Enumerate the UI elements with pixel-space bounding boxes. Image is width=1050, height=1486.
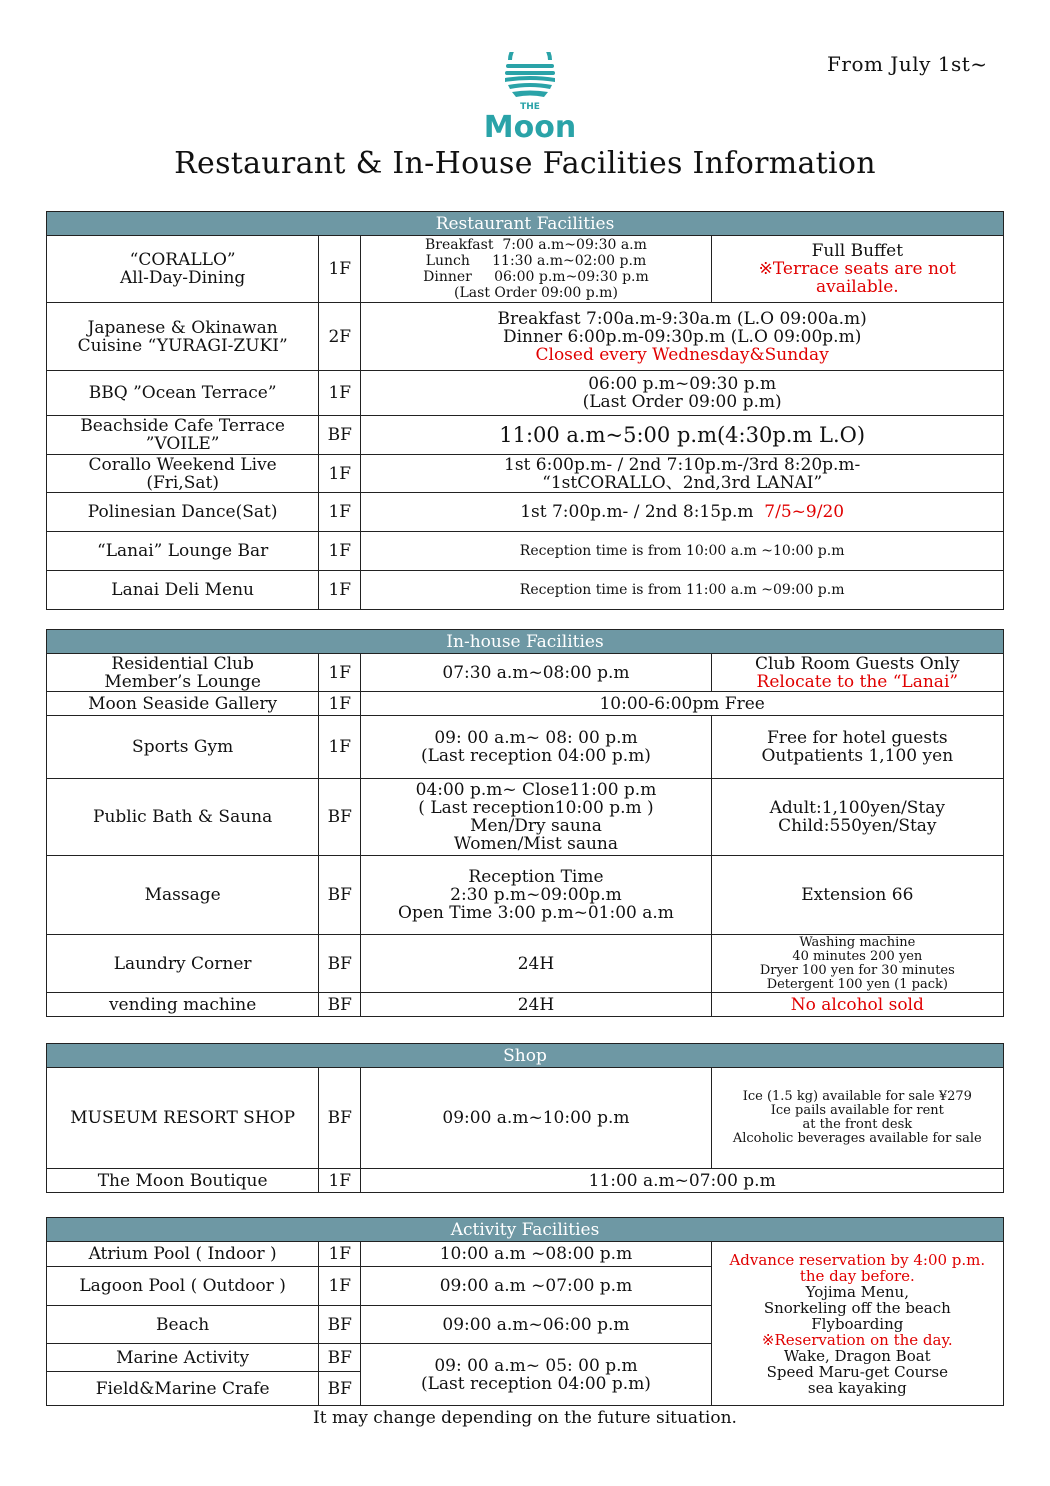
hours: 10:00 a.m ~08:00 p.m [361,1242,711,1267]
hours: Dinner 6:00p.m-09:30p.m (L.O 09:00p.m) [502,326,862,347]
hours: 09: 00 a.m~ 08: 00 p.m [434,728,638,748]
reservation-note: Advance reservation by 4:00 p.m. [729,1250,986,1269]
floor: 1F [319,455,361,493]
table-row [47,856,1004,935]
page-title: Restaurant & In-House Facilities Information [174,146,876,181]
hours: 06:00 p.m~09:30 p.m [588,374,777,394]
hours: 1st 6:00p.m- / 2nd 7:10p.m-/3rd 8:20p.m- [504,454,861,475]
inhouse-facilities-table [46,629,1004,1017]
note: Relocate to the “Lanai” [756,671,959,692]
facility-name: Lagoon Pool ( Outdoor ) [47,1267,319,1306]
note: Child:550yen/Stay [778,816,937,836]
floor: BF [319,1306,361,1344]
activity-item: Wake, Dragon Boat [783,1346,931,1365]
section-header: Shop [47,1044,1004,1068]
hours: 1st 7:00p.m- / 2nd 8:15p.m [520,502,754,522]
note: Ice pails available for rent [770,1103,944,1118]
season-dates: 7/5~9/20 [764,502,845,522]
facility-name: Cuisine “YURAGI-ZUKI” [77,335,288,356]
floor: 1F [319,692,361,716]
hours: (Last Order 09:00 p.m) [582,392,782,412]
activity-item: sea kayaking [807,1378,907,1397]
facility-name: Public Bath & Sauna [47,779,319,856]
facility-name: BBQ ”Ocean Terrace” [47,371,319,416]
facility-name: MUSEUM RESORT SHOP [47,1068,319,1169]
table-row [47,1242,1004,1267]
table-row [47,493,1004,532]
facility-name: “Lanai” Lounge Bar [47,532,319,571]
facility-name: Corallo Weekend Live [88,454,277,475]
hours: 09: 00 a.m~ 05: 00 p.m [434,1355,638,1376]
facility-name: Beach [47,1306,319,1344]
table-row [47,303,1004,371]
facility-name: Laundry Corner [47,935,319,993]
facility-name: Field&Marine Crafe [47,1372,319,1406]
facility-name: Sports Gym [47,716,319,779]
note: at the front desk [802,1117,913,1132]
facility-name: The Moon Boutique [47,1169,319,1193]
note: Free for hotel guests [767,728,948,748]
effective-date: From July 1st~ [827,52,988,76]
hours: 2:30 p.m~09:00p.m [450,885,622,905]
floor: 1F [319,493,361,532]
reservation-note: the day before. [799,1266,915,1285]
facility-name: Moon Seaside Gallery [47,692,319,716]
table-row [47,416,1004,455]
the-moon-logo [475,52,585,142]
floor: BF [319,1068,361,1169]
hours: Men/Dry sauna [470,816,602,836]
floor: BF [319,779,361,856]
table-row [47,1169,1004,1193]
table-row [47,571,1004,610]
note: Alcoholic beverages available for sale [732,1131,982,1146]
reservation-note: ※Reservation on the day. [761,1330,953,1349]
facility-name: Atrium Pool ( Indoor ) [47,1242,319,1267]
note: Club Room Guests Only [754,653,960,674]
hours: 09:00 a.m~10:00 p.m [361,1068,711,1169]
hours: Breakfast 7:00 a.m~09:30 a.m [425,237,647,253]
activity-item: Speed Maru-get Course [766,1362,949,1381]
hours: 10:00-6:00pm Free [361,692,1004,716]
facility-name: Japanese & Okinawan [87,317,278,338]
facility-name: vending machine [47,993,319,1017]
table-row [47,935,1004,993]
table-row [47,716,1004,779]
floor: 1F [319,236,361,303]
floor: 1F [319,532,361,571]
section-header: In-house Facilities [47,630,1004,654]
hours: Reception time is from 11:00 a.m ~09:00 p.m [361,571,1004,610]
table-row [47,993,1004,1017]
section-header: Activity Facilities [47,1218,1004,1242]
section-header: Restaurant Facilities [47,212,1004,236]
hours: 11:00 a.m~07:00 p.m [361,1169,1004,1193]
table-row [47,1068,1004,1169]
floor: 1F [319,371,361,416]
table-row [47,236,1004,303]
facility-name: Massage [47,856,319,935]
hours: 09:00 a.m ~07:00 p.m [361,1267,711,1306]
facility-name: ”VOILE” [145,434,220,454]
table-row [47,692,1004,716]
hours: Lunch 11:30 a.m~02:00 p.m [425,253,647,269]
note: ※Terrace seats are not [758,259,956,279]
hours: “1stCORALLO、2nd,3rd LANAI” [542,472,823,493]
hours: 07:30 a.m~08:00 p.m [361,654,711,692]
table-row [47,654,1004,692]
floor: BF [319,935,361,993]
hours: Breakfast 7:00a.m-9:30a.m (L.O 09:00a.m) [497,308,867,329]
floor: 1F [319,654,361,692]
note: Detergent 100 yen (1 pack) [766,976,948,992]
facility-name: Residential Club [111,653,254,674]
hours: (Last Order 09:00 p.m) [454,285,618,301]
svg-text:THE: THE [520,102,540,112]
facility-name: Beachside Cafe Terrace [80,416,285,436]
facility-name: Member’s Lounge [104,671,261,692]
note: Adult:1,100yen/Stay [769,798,945,818]
floor: BF [319,993,361,1017]
shop-table [46,1043,1004,1193]
hours: Women/Mist sauna [453,834,619,854]
floor: BF [319,856,361,935]
floor: 1F [319,1242,361,1267]
svg-text:Moon: Moon [483,110,577,142]
activity-item: Yojima Menu, [805,1282,909,1301]
note: available. [815,277,899,297]
activity-facilities-table [46,1217,1004,1406]
note: Full Buffet [811,241,904,261]
hours: 24H [361,935,711,993]
hours: Reception time is from 10:00 a.m ~10:00 p.m [361,532,1004,571]
floor: 1F [319,716,361,779]
hours: 04:00 p.m~ Close11:00 p.m [415,780,657,800]
note: Outpatients 1,100 yen [761,746,954,766]
floor: 1F [319,1169,361,1193]
hours: (Last reception 04:00 p.m) [420,1373,651,1394]
facility-name: Lanai Deli Menu [47,571,319,610]
floor: BF [319,1344,361,1372]
footer-note: It may change depending on the future situation. [313,1408,737,1428]
note: 40 minutes 200 yen [792,948,923,964]
hours: 09:00 a.m~06:00 p.m [361,1306,711,1344]
facility-name: All-Day-Dining [119,268,246,288]
facility-name: Polinesian Dance(Sat) [47,493,319,532]
table-row [47,779,1004,856]
note: Washing machine [799,934,916,950]
activity-item: Snorkeling off the beach [763,1298,951,1317]
hours: 11:00 a.m~5:00 p.m(4:30p.m L.O) [361,416,1004,455]
table-row [47,455,1004,493]
facility-name: Marine Activity [47,1344,319,1372]
note: Ice (1.5 kg) available for sale ¥279 [742,1089,972,1104]
hours: 24H [361,993,711,1017]
hours: Reception Time [468,867,604,887]
closed-days: Closed every Wednesday&Sunday [535,344,829,365]
table-row [47,532,1004,571]
note: Extension 66 [711,856,1003,935]
restaurant-facilities-table [46,211,1004,610]
facility-name: “CORALLO” [129,250,236,270]
hours: ( Last reception10:00 p.m ) [418,798,654,818]
floor: BF [319,416,361,455]
facility-name: (Fri,Sat) [146,472,219,493]
table-row [47,371,1004,416]
floor: BF [319,1372,361,1406]
hours: (Last reception 04:00 p.m) [420,746,651,766]
hours: Open Time 3:00 p.m~01:00 a.m [398,903,674,923]
hours: Dinner 06:00 p.m~09:30 p.m [423,269,649,285]
activity-item: Flyboarding [811,1314,904,1333]
floor: 2F [319,303,361,371]
note: Dryer 100 yen for 30 minutes [759,962,955,978]
floor: 1F [319,1267,361,1306]
note: No alcohol sold [711,993,1003,1017]
floor: 1F [319,571,361,610]
